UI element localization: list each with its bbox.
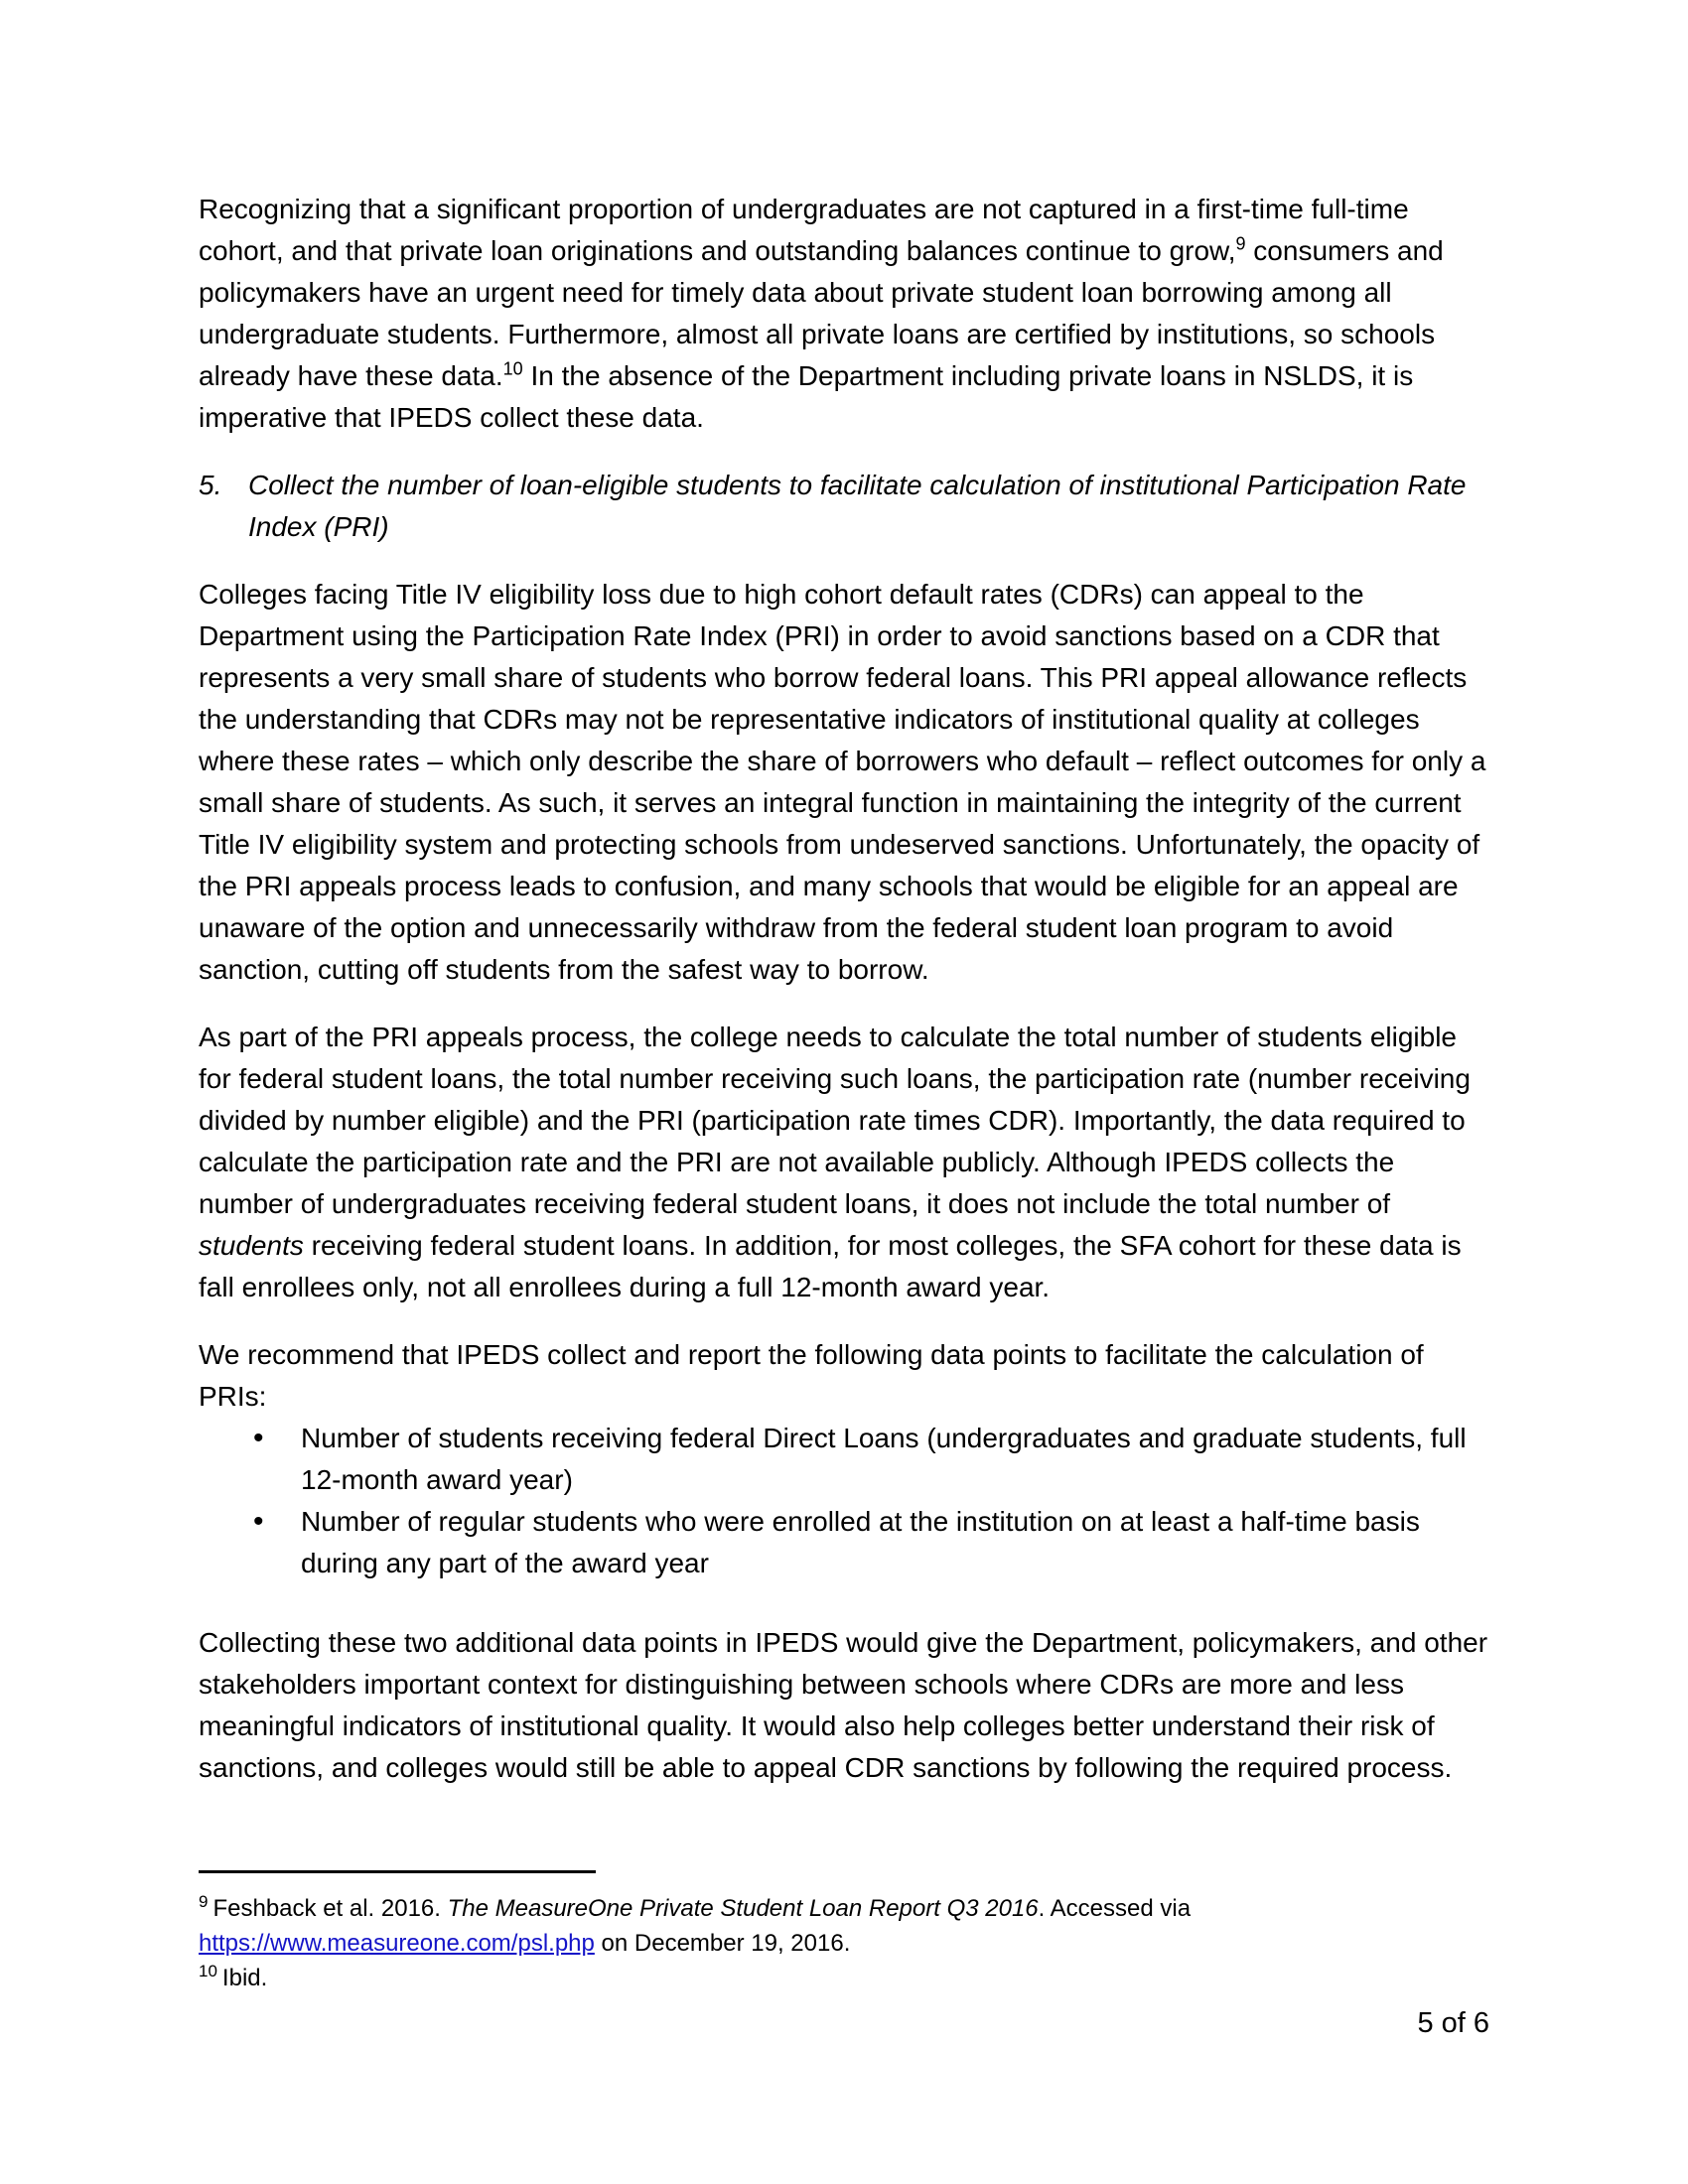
footnote-separator [199,1870,596,1873]
list-item [199,1418,1489,1501]
hyperlink[interactable]: https://www.measureone.com/psl.php [199,1930,595,1957]
footnote-number: 10 [199,1962,217,1980]
text-run: Collecting these two additional data points in IPEDS would give the Department, policymakers, and other stakeholders important context for distinguishing between schools where CDRs are more and less meaningful indicators of institutional quality. It would also help colleges better understand their risk of sanctions, and colleges would still be able to appeal CDR sanctions by following the required process. [199,1627,1488,1783]
italic-text: The MeasureOne Private Student Loan Report Q3 2016 [447,1895,1039,1922]
text-run: . Accessed via [1038,1895,1192,1922]
footnote-number: 9 [199,1892,209,1911]
text-run: As part of the PRI appeals process, the college needs to calculate the total number of students eligible for federal student loans, the total number receiving such loans, the participation rate (number receiving divided by number eligible) and the PRI (participation rate times CDR). Importantly, the data required to calculate the participation rate and the PRI are not available publicly. Although IPEDS collects the number of undergraduates receiving federal student loans, it does not include the total number of [199,1022,1471,1219]
text-run: We recommend that IPEDS collect and report the following data points to facilitate the calculation of PRIs: [199,1339,1424,1412]
italic-text: students [199,1230,304,1261]
document-body [199,189,1489,1789]
paragraph-private-loans [199,189,1489,439]
list-number: 5. [199,470,222,500]
text-run: Recognizing that a significant proportion of undergraduates are not captured in a first-time full-time cohort, and that private loan originations and outstanding balances continue to grow, [199,194,1409,266]
text-run: Feshback et al. 2016. [212,1895,448,1922]
footnote-ref: 9 [1235,233,1246,254]
paragraph-pri-appeals-intro [199,574,1489,991]
numbered-heading-5 [199,465,1489,548]
text-run: Colleges facing Title IV eligibility loss due to high cohort default rates (CDRs) can appeal to the Department using the Participation Rate Index (PRI) in order to avoid sanctions based on a CDR that represents a very small share of students who borrow federal loans. This PRI appeal allowance reflects the understanding that CDRs may not be representative indicators of institutional quality at colleges where these rates – which only describe the share of borrowers who default – reflect outcomes for only a small share of students. As such, it serves an integral function in maintaining the integrity of the current Title IV eligibility system and protecting schools from undeserved sanctions. Unfortunately, the opacity of the PRI appeals process leads to confusion, and many schools that would be eligible for an appeal are unaware of the option and unnecessarily withdraw from the federal student loan program to avoid sanction, cutting off students from the safest way to borrow. [199,579,1486,985]
footnote [199,1961,1489,1995]
footnote-text [222,1965,267,1991]
text-run: on December 19, 2016. [594,1930,851,1957]
paragraph-conclusion [199,1622,1489,1789]
page-number: 5 of 6 [1417,2007,1489,2039]
footnote-text [199,1895,1191,1957]
text-run: Number of students receiving federal Direct Loans (undergraduates and graduate students, full 12-month award year) [301,1423,1467,1495]
italic-text: Collect the number of loan-eligible students to facilitate calculation of institutional Participation Rate Index (PRI) [248,470,1467,542]
bullet-list [199,1418,1489,1584]
list-item [199,1501,1489,1584]
numbered-heading-text [248,465,1489,548]
text-run: Ibid. [221,1965,268,1991]
text-run: consumers and policymakers have an urgent need for timely data about private student loan borrowing among all undergraduate students. Furthermore, almost all private loans are certified by institutions, so schools already have these data. [199,235,1444,391]
text-run: Number of regular students who were enrolled at the institution on at least a half-time basis during any part of the award year [301,1506,1420,1578]
paragraph-pri-calculation [199,1017,1489,1308]
text-run: In the absence of the Department including private loans in NSLDS, it is imperative that IPEDS collect these data. [199,360,1414,433]
footnote-ref: 10 [502,358,523,379]
footnote [199,1891,1489,1961]
text-run: receiving federal student loans. In addition, for most colleges, the SFA cohort for these data is fall enrollees only, not all enrollees during a full 12-month award year. [199,1230,1462,1302]
paragraph-recommendation [199,1334,1489,1418]
footnotes-section [199,1870,1489,1995]
